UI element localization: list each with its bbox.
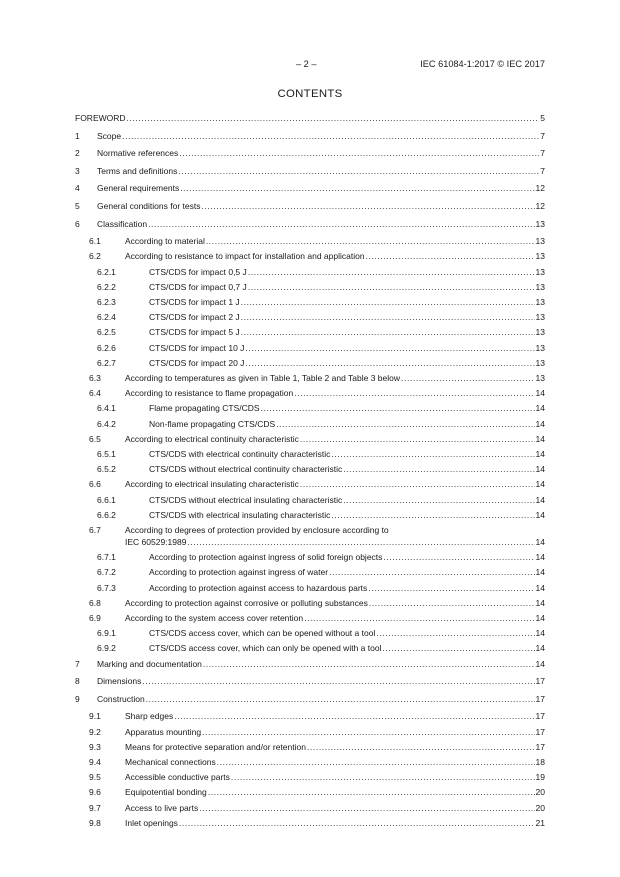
toc-entry[interactable]: [0, 675, 620, 688]
toc-entry-page: 7: [540, 148, 545, 159]
toc-entry-line: [125, 387, 545, 400]
toc-entry-title: According to resistance to impact for installation and application: [125, 251, 365, 262]
toc-entry-line: [75, 112, 545, 125]
dot-leader: [208, 786, 535, 799]
dot-leader: [174, 710, 534, 723]
toc-entry-number: 6.2.6: [97, 342, 116, 353]
toc-entry-title: General conditions for tests: [97, 201, 201, 211]
dot-leader: [368, 582, 534, 595]
toc-entry-line: [149, 357, 545, 370]
toc-entry-title: Dimensions: [97, 676, 142, 687]
toc-entry-page: 13: [535, 312, 545, 323]
toc-entry[interactable]: [0, 627, 620, 640]
toc-entry-line: [97, 200, 545, 213]
toc-entry-title: FOREWORD: [75, 113, 126, 123]
toc-entry-page: 13: [535, 342, 545, 353]
toc-entry-page: 13: [535, 281, 545, 292]
toc-entry[interactable]: [0, 165, 620, 178]
toc-entry-line: [97, 165, 545, 178]
toc-entry-page: 21: [535, 817, 545, 828]
dot-leader: [343, 463, 534, 476]
toc-entry-title: According to the system access cover retention: [125, 613, 304, 623]
toc-entry-title: CTS/CDS with electrical insulating characteristic: [149, 509, 331, 520]
toc-entry-title: Mechanical connections: [125, 757, 216, 767]
dot-leader: [187, 536, 534, 549]
dot-leader: [304, 612, 534, 625]
toc-entry-number: 9.4: [89, 757, 101, 767]
toc-entry-title: According to temperatures as given in Table 1, Table 2 and Table 3 below: [125, 373, 401, 383]
toc-entry-page: 14: [535, 403, 545, 414]
toc-entry[interactable]: [0, 741, 620, 754]
toc-entry-title: CTS/CDS for impact 20 J: [149, 357, 245, 368]
dot-leader: [376, 627, 534, 640]
toc-entry-number: 6.4.1: [97, 403, 116, 414]
toc-entry-number: 6.7.1: [97, 552, 116, 563]
toc-entry-number: 6.6.2: [97, 509, 116, 520]
dot-leader: [331, 448, 534, 461]
toc-entry[interactable]: [0, 418, 620, 431]
toc-entry-title: Marking and documentation: [97, 658, 202, 669]
toc-entry-number: 6.2: [89, 251, 101, 262]
toc-entry-line: [149, 494, 545, 507]
toc-entry[interactable]: [0, 771, 620, 784]
toc-entry-number: 6.7: [89, 525, 101, 535]
toc-entry[interactable]: [0, 693, 620, 706]
toc-entry-title: CTS/CDS access cover, which can be opened without a tool: [149, 628, 376, 639]
toc-entry-title: Terms and definitions: [97, 165, 178, 176]
toc-entry[interactable]: [0, 551, 620, 564]
toc-entry-number: 6.5: [89, 433, 101, 444]
toc-entry-title-line1: According to degrees of protection provided by enclosure according to: [125, 525, 389, 535]
toc-entry-number: 6.2.4: [97, 312, 116, 323]
toc-entry[interactable]: [0, 658, 620, 671]
toc-entry-page: 14: [535, 658, 545, 669]
toc-entry-title: Equipotential bonding: [125, 787, 207, 798]
dot-leader: [245, 342, 534, 355]
toc-entry-line: [125, 612, 545, 625]
toc-entry-title: General requirements: [97, 183, 180, 194]
toc-entry[interactable]: [0, 726, 620, 739]
toc-entry-number: 9.6: [89, 787, 101, 798]
toc-entry-title: Sharp edges: [125, 711, 174, 722]
dot-leader: [199, 802, 534, 815]
toc-entry-number: 6.4.2: [97, 418, 116, 429]
toc-entry-page: 7: [540, 165, 545, 176]
toc-entry-title: CTS/CDS with electrical continuity characteristic: [149, 449, 331, 459]
toc-entry-line: [97, 182, 545, 195]
toc-entry[interactable]: [0, 478, 620, 491]
toc-entry-page: 14: [535, 433, 545, 444]
toc-entry[interactable]: [0, 494, 620, 507]
toc-entry[interactable]: [0, 612, 620, 625]
toc-entry-title: According to electrical continuity characteristic: [125, 433, 299, 444]
dot-leader: [300, 478, 535, 491]
toc-entry[interactable]: [0, 402, 620, 415]
toc-entry-line: [149, 642, 545, 655]
toc-entry-line: [125, 710, 545, 723]
toc-entry-title: According to protection against access to hazardous parts: [149, 582, 368, 593]
toc-entry-line: [125, 786, 545, 799]
toc-entry-line: [149, 582, 545, 595]
toc-entry[interactable]: [0, 582, 620, 595]
toc-entry[interactable]: [0, 182, 620, 195]
toc-entry-number: 9.3: [89, 741, 101, 752]
toc-entry-number: 6.7.2: [97, 567, 116, 578]
toc-entry-number: 9.1: [89, 711, 101, 722]
toc-entry[interactable]: [0, 281, 620, 294]
toc-entry[interactable]: [0, 524, 620, 550]
toc-entry-number: 9.5: [89, 772, 101, 783]
toc-entry-page: 14: [535, 388, 545, 399]
dot-leader: [127, 112, 540, 125]
toc-entry-line: [149, 627, 545, 640]
dot-leader: [383, 551, 534, 564]
toc-entry-line: [149, 463, 545, 476]
toc-entry-page: 17: [535, 711, 545, 722]
toc-entry-line: [149, 402, 545, 415]
toc-entry[interactable]: [0, 357, 620, 370]
dot-leader: [331, 509, 534, 522]
toc-entry-page: 14: [535, 643, 545, 654]
toc-entry-title: According to resistance to flame propagation: [125, 388, 294, 399]
toc-entry-page: 7: [540, 130, 545, 141]
toc-entry-title: CTS/CDS for impact 5 J: [149, 327, 240, 338]
toc-entry-number: 6.7.3: [97, 582, 116, 593]
toc-entry[interactable]: [0, 463, 620, 476]
toc-entry-title: Flame propagating CTS/CDS: [149, 403, 260, 414]
dot-leader: [248, 266, 535, 279]
toc-entry-title: According to material: [125, 236, 205, 247]
toc-entry-title: CTS/CDS access cover, which can only be opened with a tool: [149, 643, 382, 654]
toc-entry-title: According to protection against corrosive or polluting substances: [125, 597, 368, 608]
page-header: [0, 59, 620, 73]
page-number: – 2 –: [296, 59, 317, 69]
toc-entry-page: 14: [535, 628, 545, 639]
toc-entry-number: 9.2: [89, 726, 101, 737]
toc-entry-number: 6.2.1: [97, 266, 116, 277]
toc-entry[interactable]: [0, 200, 620, 213]
toc-entry[interactable]: [0, 342, 620, 355]
toc-entry-page: 19: [535, 772, 545, 783]
dot-leader: [217, 756, 535, 769]
toc-entry-number: 6.9: [89, 613, 101, 623]
toc-entry[interactable]: [0, 710, 620, 723]
toc-entry[interactable]: [0, 311, 620, 324]
toc-entry-line: [125, 756, 545, 769]
toc-entry[interactable]: [0, 448, 620, 461]
toc-entry-line: [149, 566, 545, 579]
toc-entry-title: CTS/CDS for impact 0,5 J: [149, 266, 247, 277]
dot-leader: [241, 296, 535, 309]
dot-leader: [179, 147, 539, 160]
toc-entry-line: [149, 311, 545, 324]
toc-entry-page: 20: [535, 787, 545, 798]
toc-entry-page: 14: [535, 613, 545, 623]
toc-entry-number: 6.6.1: [97, 494, 116, 505]
toc-entry-number: 9: [75, 693, 80, 704]
toc-entry-line: [125, 726, 545, 739]
toc-entry-title: Scope: [97, 130, 122, 141]
toc-entry-number: 6.2.2: [97, 281, 116, 292]
toc-entry-line: [125, 372, 545, 385]
toc-entry-page: 13: [535, 357, 545, 368]
toc-entry-number: 6.3: [89, 373, 101, 383]
toc-entry[interactable]: [0, 326, 620, 339]
toc-entry-page: 20: [535, 802, 545, 813]
toc-entry-title: Construction: [97, 693, 145, 704]
dot-leader: [142, 675, 534, 688]
toc-entry-page: 12: [535, 183, 545, 194]
toc-entry-title: Classification: [97, 218, 148, 229]
toc-entry-number: 6.9.1: [97, 628, 116, 639]
toc-entry-line: [125, 802, 545, 815]
toc-entry-title: Apparatus mounting: [125, 726, 202, 737]
dot-leader: [241, 326, 535, 339]
toc-entry-page: 13: [535, 236, 545, 247]
toc-entry-number: 6.6: [89, 479, 101, 490]
toc-entry-title: CTS/CDS without electrical continuity characteristic: [149, 464, 343, 475]
toc-entry-title: Non-flame propagating CTS/CDS: [149, 418, 276, 429]
toc-entry-line: [125, 235, 545, 248]
toc-entry-number: 6.5.2: [97, 464, 116, 475]
dot-leader: [329, 566, 534, 579]
toc-entry[interactable]: [0, 566, 620, 579]
toc-entry-number: 6.1: [89, 236, 101, 247]
toc-entry[interactable]: [0, 250, 620, 263]
dot-leader: [241, 311, 535, 324]
toc-entry-page: 14: [535, 494, 545, 505]
toc-entry-line: [125, 250, 545, 263]
toc-entry-line: [149, 551, 545, 564]
toc-entry-line: [125, 478, 545, 491]
toc-entry[interactable]: [0, 642, 620, 655]
toc-entry-page: 17: [535, 741, 545, 752]
toc-entry-page: 14: [535, 582, 545, 593]
toc-entry-number: 9.7: [89, 802, 101, 813]
toc-entry-page: 17: [535, 726, 545, 737]
toc-entry-number: 5: [75, 201, 80, 211]
dot-leader: [179, 817, 535, 830]
toc-entry-page: 14: [535, 509, 545, 520]
toc-entry-title: Inlet openings: [125, 817, 178, 828]
toc-entry-number: 2: [75, 148, 80, 159]
dot-leader: [206, 235, 535, 248]
toc-entry-page: 5: [540, 113, 545, 123]
toc-entry-page: 14: [535, 449, 545, 459]
dot-leader: [294, 387, 534, 400]
toc-entry-line: [125, 771, 545, 784]
toc-entry-title: According to electrical insulating characteristic: [125, 479, 299, 490]
toc-entry[interactable]: [0, 218, 620, 231]
toc-entry-title: CTS/CDS without electrical insulating characteristic: [149, 494, 343, 505]
toc-entry-line: [97, 658, 545, 671]
toc-entry-line: [125, 536, 545, 549]
toc-entry-page: 13: [535, 297, 545, 307]
toc-entry-title: Means for protective separation and/or retention: [125, 741, 306, 752]
toc-entry[interactable]: [0, 147, 620, 160]
dot-leader: [343, 494, 534, 507]
toc-entry-page: 14: [535, 464, 545, 475]
toc-entry-line: [97, 675, 545, 688]
toc-entry-line: [149, 418, 545, 431]
dot-leader: [203, 658, 535, 671]
toc-entry-page: 14: [535, 597, 545, 608]
toc-entry-number: 9.8: [89, 817, 101, 828]
toc-entry-title: Access to live parts: [125, 802, 199, 813]
toc-entry-title: CTS/CDS for impact 10 J: [149, 342, 245, 353]
toc-entry-number: 6.2.3: [97, 297, 116, 307]
toc-entry[interactable]: [0, 387, 620, 400]
toc-entry-title: Normative references: [97, 148, 179, 159]
toc-entry-number: 6: [75, 218, 80, 229]
toc-entry-page: 13: [535, 373, 545, 383]
toc-entry-line: [125, 817, 545, 830]
toc-entry-title: According to protection against ingress of water: [149, 567, 329, 578]
toc-entry-number: 6.9.2: [97, 643, 116, 654]
toc-entry[interactable]: [0, 296, 620, 309]
dot-leader: [369, 597, 535, 610]
toc-entry-page: 18: [535, 757, 545, 767]
dot-leader: [307, 741, 535, 754]
toc-entry-page: 13: [535, 251, 545, 262]
dot-leader: [231, 771, 535, 784]
toc-entry-number: 6.4: [89, 388, 101, 399]
toc-entry-page: 17: [535, 693, 545, 704]
toc-entry-page: 13: [535, 218, 545, 229]
toc-entry-line: [125, 741, 545, 754]
dot-leader: [202, 726, 534, 739]
dot-leader: [201, 200, 534, 213]
toc-entry-line: [149, 326, 545, 339]
toc-entry-page: 14: [535, 537, 545, 547]
toc-entry-title: Accessible conductive parts: [125, 772, 230, 783]
toc-entry[interactable]: [0, 130, 620, 143]
toc-entry-title: CTS/CDS for impact 1 J: [149, 297, 240, 307]
toc-entry[interactable]: [0, 817, 620, 830]
toc-entry-page: 14: [535, 567, 545, 578]
toc-entry[interactable]: [0, 112, 620, 125]
dot-leader: [366, 250, 535, 263]
toc-entry-line: [97, 218, 545, 231]
document-reference: IEC 61084-1:2017 © IEC 2017: [420, 59, 545, 69]
toc-entry-number: 3: [75, 165, 80, 176]
dot-leader: [382, 642, 534, 655]
toc-entry-line: [125, 433, 545, 446]
toc-entry-number: 6.5.1: [97, 449, 116, 459]
toc-entry[interactable]: [0, 372, 620, 385]
dot-leader: [248, 281, 535, 294]
toc-entry-page: 14: [535, 418, 545, 429]
toc-entry[interactable]: [0, 266, 620, 279]
toc-entry-number: 7: [75, 658, 80, 669]
dot-leader: [180, 182, 534, 195]
toc-entry-page: 13: [535, 327, 545, 338]
dot-leader: [178, 165, 539, 178]
toc-entry-line: [149, 266, 545, 279]
toc-entry-line: [97, 147, 545, 160]
toc-entry-line: [97, 693, 545, 706]
toc-entry-number: 8: [75, 676, 80, 687]
dot-leader: [122, 130, 539, 143]
toc-entry[interactable]: [0, 802, 620, 815]
toc-entry-number: 1: [75, 130, 80, 141]
toc-entry-page: 12: [535, 201, 545, 211]
toc-entry[interactable]: [0, 786, 620, 799]
dot-leader: [148, 218, 534, 231]
toc-entry-title: According to protection against ingress of solid foreign objects: [149, 552, 383, 563]
toc-entry[interactable]: [0, 597, 620, 610]
toc-entry[interactable]: [0, 756, 620, 769]
toc-entry-line: [149, 296, 545, 309]
toc-entry-number: 6.8: [89, 597, 101, 608]
toc-entry-page: 13: [535, 266, 545, 277]
toc-entry-page: 14: [535, 552, 545, 563]
toc-entry[interactable]: [0, 235, 620, 248]
toc-entry-number: 6.2.5: [97, 327, 116, 338]
toc-entry-line: [149, 509, 545, 522]
toc-entry-line: [149, 342, 545, 355]
toc-entry[interactable]: [0, 509, 620, 522]
toc-entry-line: [97, 130, 545, 143]
toc-entry-page: 17: [535, 676, 545, 687]
dot-leader: [261, 402, 535, 415]
dot-leader: [146, 693, 535, 706]
page-title: CONTENTS: [277, 88, 343, 100]
toc-entry-title: CTS/CDS for impact 2 J: [149, 312, 240, 323]
dot-leader: [300, 433, 535, 446]
toc-entry-number: 6.2.7: [97, 357, 116, 368]
dot-leader: [276, 418, 534, 431]
toc-entry-line: [125, 597, 545, 610]
toc-entry-title: CTS/CDS for impact 0,7 J: [149, 281, 247, 292]
toc-entry[interactable]: [0, 433, 620, 446]
dot-leader: [401, 372, 535, 385]
toc-entry-page: 14: [535, 479, 545, 490]
toc-entry-number: 4: [75, 183, 80, 194]
toc-entry-title: IEC 60529:1989: [125, 537, 187, 547]
dot-leader: [245, 357, 534, 370]
toc-entry-line: [149, 448, 545, 461]
toc-entry-line: [149, 281, 545, 294]
